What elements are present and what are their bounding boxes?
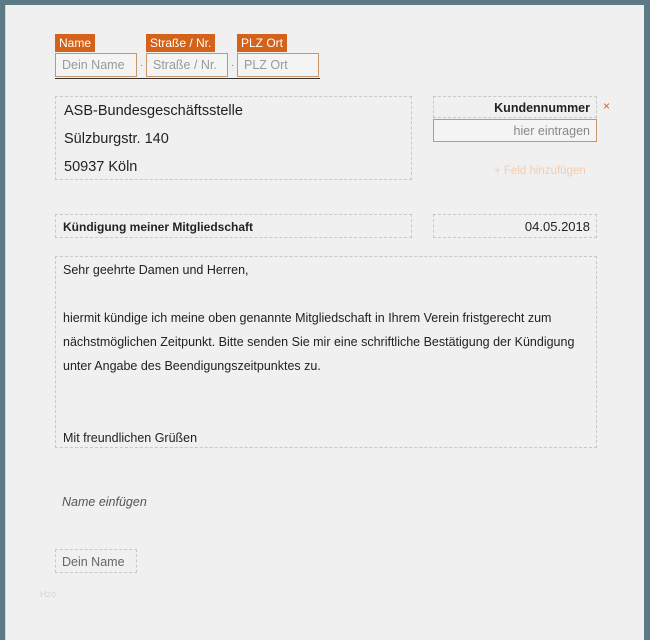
closing: Mit freundlichen Grüßen xyxy=(63,431,198,445)
name-tag: Name xyxy=(55,34,95,52)
separator-dot: · xyxy=(231,60,235,71)
salutation: Sehr geehrte Damen und Herren, xyxy=(63,263,249,277)
customer-number-label: Kundennummer xyxy=(494,101,590,115)
subject-text: Kündigung meiner Mitgliedschaft xyxy=(63,220,254,234)
recipient-line-1: ASB-Bundesgeschäftsstelle xyxy=(64,103,243,119)
sender-city-field[interactable]: PLZ Ort xyxy=(237,53,319,77)
city-tag: PLZ Ort xyxy=(237,34,287,52)
subject-box[interactable] xyxy=(55,214,412,238)
customer-number-label-box xyxy=(433,96,597,118)
street-tag: Straße / Nr. xyxy=(146,34,215,52)
letter-body-box[interactable] xyxy=(55,256,597,448)
letter-page xyxy=(5,5,644,640)
date-text: 04.05.2018 xyxy=(524,219,590,234)
signature-placeholder[interactable]: Name einfügen xyxy=(62,495,147,509)
sender-underline xyxy=(55,78,320,79)
remove-field-icon[interactable]: × xyxy=(603,99,611,113)
customer-number-input[interactable]: hier eintragen xyxy=(433,119,597,142)
date-box[interactable] xyxy=(433,214,597,238)
signature-name-box[interactable] xyxy=(55,549,137,573)
sender-name-field[interactable]: Dein Name xyxy=(55,53,137,77)
body-line-3: unter Angabe des Beendigungszeitpunktes zu. xyxy=(63,359,321,373)
recipient-address-box[interactable] xyxy=(55,96,412,180)
sender-street-field[interactable]: Straße / Nr. xyxy=(146,53,228,77)
body-line-2: nächstmöglichen Zeitpunkt. Bitte senden Sie mir eine schriftliche Bestätigung der Kündigung xyxy=(63,335,575,349)
separator-dot: · xyxy=(140,60,144,71)
add-field-link[interactable]: + Feld hinzufügen xyxy=(494,165,586,177)
signature-name-field: Dein Name xyxy=(62,555,125,569)
recipient-line-2: Sülzburgstr. 140 xyxy=(64,131,169,147)
body-line-1: hiermit kündige ich meine oben genannte Mitgliedschaft in Ihrem Verein fristgerecht zum xyxy=(63,311,552,325)
recipient-line-3: 50937 Köln xyxy=(64,159,138,175)
ghost-text: Hzo xyxy=(40,589,57,599)
